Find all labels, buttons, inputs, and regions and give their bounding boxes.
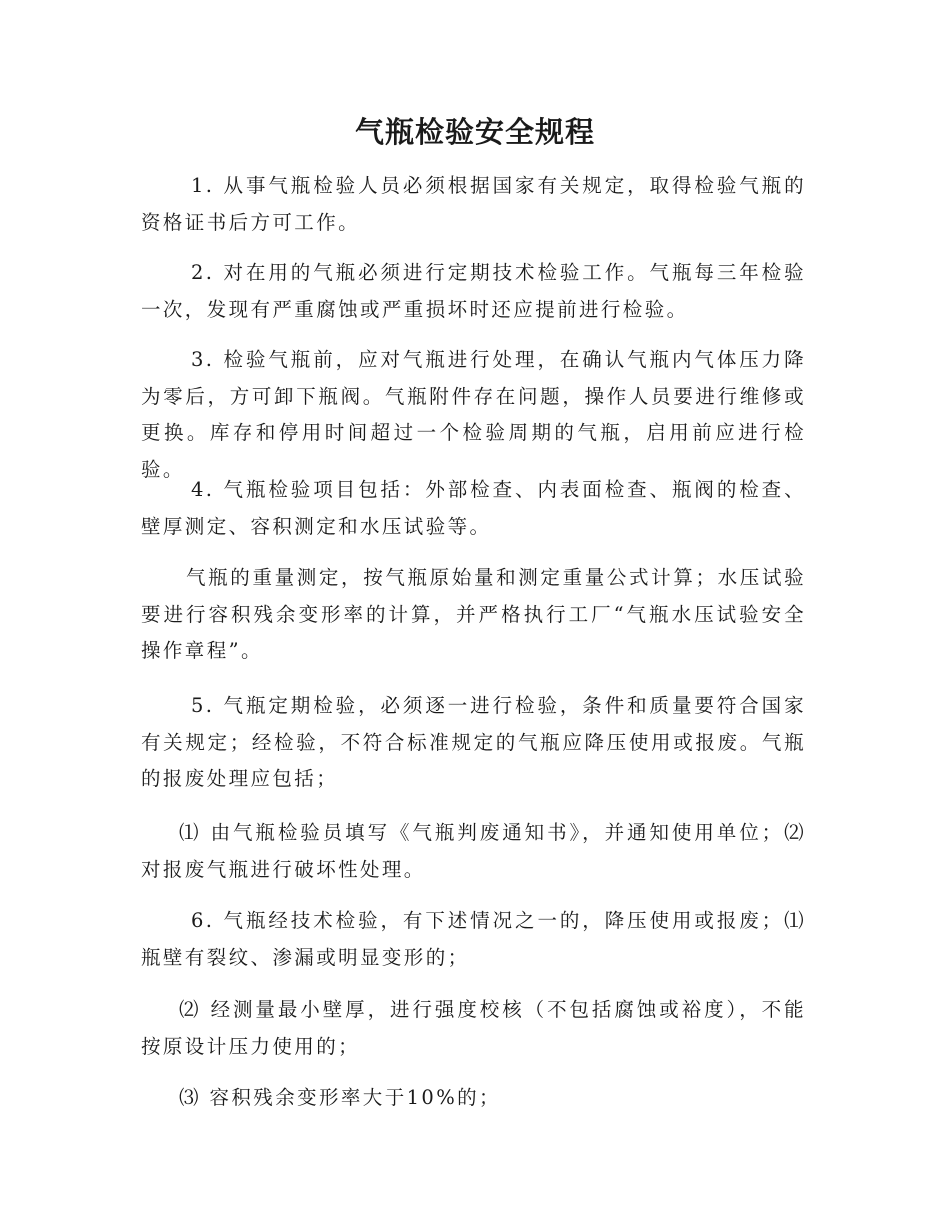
paragraph-weight-test: 气瓶的重量测定，按气瓶原始量和测定重量公式计算；水压试验要进行容积残余变形率的计算，并严格执行工厂“气瓶水压试验安全操作章程”。: [141, 566, 806, 662]
paragraph-5-item: ⑴ 由气瓶检验员填写《气瓶判废通知书》，并通知使用单位；⑵ 对报废气瓶进行破坏性处理。: [141, 821, 806, 881]
paragraph-3: 3. 检验气瓶前，应对气瓶进行处理，在确认气瓶内气体压力降为零后，方可卸下瓶阀。气瓶附件存在问题，操作人员要进行维修或更换。库存和停用时间超过一个检验周期的气瓶，启用前应进行检验。: [141, 348, 806, 481]
paragraph-2: 2. 对在用的气瓶必须进行定期技术检验工作。气瓶每三年检验一次，发现有严重腐蚀或严重损坏时还应提前进行检验。: [141, 261, 806, 321]
document-title: 气瓶检验安全规程: [354, 115, 595, 149]
paragraph-1: 1. 从事气瓶检验人员必须根据国家有关规定，取得检验气瓶的资格证书后方可工作。: [141, 174, 806, 234]
paragraph-6: 6. 气瓶经技术检验，有下述情况之一的，降压使用或报废；⑴ 瓶壁有裂纹、渗漏或明显变形的；: [141, 909, 806, 969]
paragraph-4: 4. 气瓶检验项目包括：外部检查、内表面检查、瓶阀的检查、壁厚测定、容积测定和水压试验等。: [141, 478, 806, 538]
paragraph-6-item-2: ⑵ 经测量最小壁厚，进行强度校核（不包括腐蚀或裕度），不能按原设计压力使用的；: [141, 998, 806, 1058]
paragraph-5: 5. 气瓶定期检验，必须逐一进行检验，条件和质量要符合国家有关规定；经检验，不符合标准规定的气瓶应降压使用或报废。气瓶的报废处理应包括；: [141, 694, 806, 790]
paragraph-6-item-3: ⑶ 容积残余变形率大于10%的；: [179, 1086, 501, 1109]
